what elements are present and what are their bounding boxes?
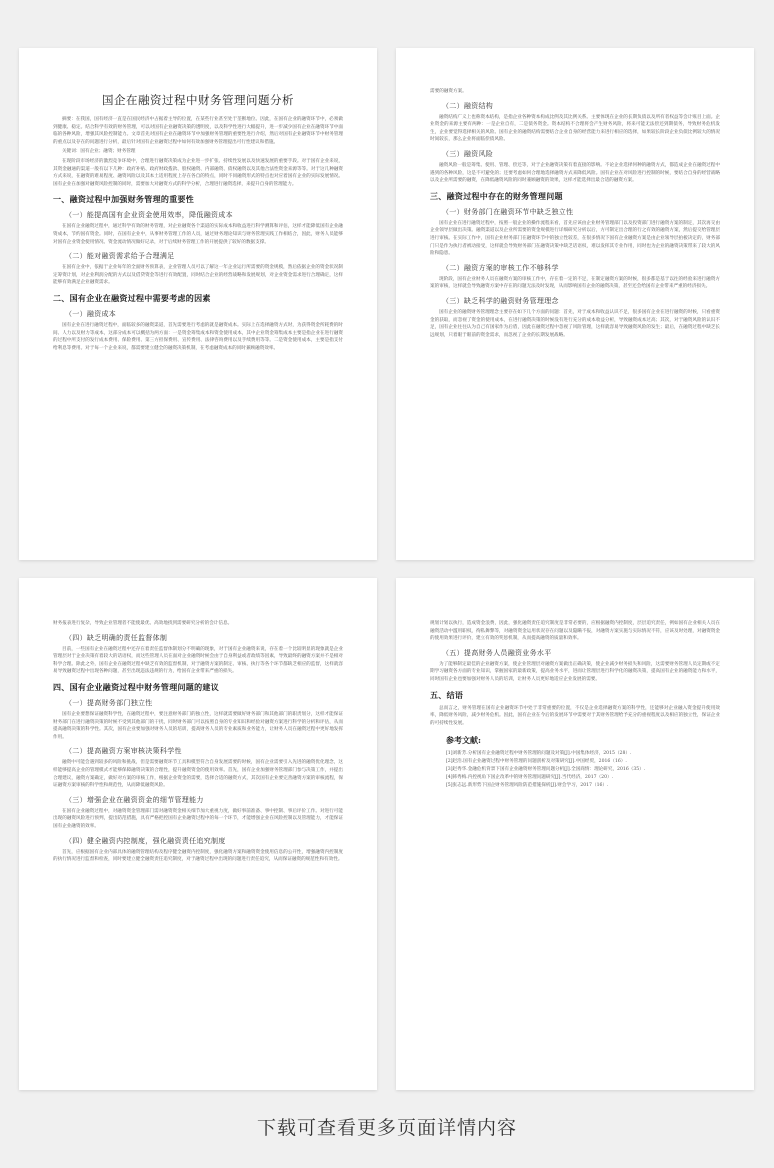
subsection-heading-4-3: （三）增强企业在融资资金的细节管理能力 bbox=[65, 795, 204, 804]
keywords: 关键词：国有企业；融资；财务管理 bbox=[62, 149, 136, 155]
section-heading-3: 三、融资过程中存在的财务管理问题 bbox=[430, 190, 563, 201]
paragraph-4-3: 在国有企业融资过程中，对融资资金管理部门需对融资资金相关细节加大重视力度，做好事前准备、事中控制、事后评价工作。对进行可能出现的融资风险进行预判，提出防范措施，具有严格把控国有企业融资过程中的每一个环节，才能增强企业在风险控制以及管理能力，才能保证国有企业融资的效率。 bbox=[53, 808, 343, 829]
paragraph-3-2: 现阶段，国有企业财务人员在融资方案的审核工作中，存在着一定的不足，在制定融资方案的时候，很多都是基于以往的经验来进行融资方案的审核，这样就会导致融资方案中存在的问题无法及时发现，从而影响国有企业的融资决策，甚至还会给国有企业带来严重的经济损失。 bbox=[430, 276, 720, 290]
paragraph-3-1: 国有企业在进行融资过程中，按照一般企业的操作流程来看，首先应该由企业财务管理部门以及投资部门进行融资方案的制定，其次再交由企业领导层做出决策。融资渠道以及企业所需要的资金规模进行详细研究分析以后，方可制定出合理的行之有效的融资方案，然后提交给管理层进行审核。在实际工作中，国有企业财务部门在融资环节中的独立性较差，在很多情况下国有企业融资方案是由企业领导层拍板决定的，财务部门只是作为执行者被动接受，这样就会导致财务部门在融资决策中缺乏话语权，难以发挥其专业作用，同时也为企业的融资决策带来了较大的风险和隐患。 bbox=[430, 220, 720, 257]
paragraph-1-1: 在国有企业融资过程中，通过科学有效的财务管理，对企业融资各个渠道的实际成本和收益进行科学测算和评估，这样才能降低国有企业融资成本，节约国有资金。同时，在国有企业中，从事财务管理工作的人员，通过财务理论知识与财务管理实践工作相结合，因此，财务人员能够对国有企业资金使用情况、资金流动情况做好记录，对于后续财务管理工作的开展提供了较好的数据支撑。 bbox=[53, 224, 343, 245]
subsection-heading-3-2: （二）融资方案的审核工作不够科学 bbox=[442, 263, 559, 272]
subsection-heading-2-3: （三）融资风险 bbox=[442, 149, 494, 158]
subsection-heading-4-4: （四）健全融资内控制度，强化融资责任追究制度 bbox=[65, 836, 226, 845]
reference-item: [5]张志远.新形势下国企财务管理风险防范措施探析[J].财会学习，2017（16）. bbox=[446, 783, 609, 789]
continued-text: 规划计划以执行，造成资金浪费，因此，强化融资责任追究制度是非常必要的，应根据融资内控制度，层层追究责任，例如国有企业相关人员在融资活动中滥用职权，徇私舞弊等，对融资资金运用状况存在问题以及隐瞒不报，对融资方案实施与实际情况不符，应该及时处理，对融资资金的使用效果进行评价，建立有效的奖惩机制，从而提高融资的质量和效率。 bbox=[430, 621, 720, 642]
paragraph-4-2: 融资中可能会遇到较多的风险和挑战，但是需要融资环节工具和模型符合自身发展需要的时候，国有企业需要引入先进的融资优化理念，这样能够提高企业的管理模式才能够保障融资决策的合理性，提升融资资金的使用效率。首先，国有企业加强财务管理部门参与决策工作，并提出合理建议，融资方案确定，做好对方案的审核工作，根据企业资金的需要，选择合适的融资方式，其次国有企业要完善融资方案的审核流程，保证融资方案审核的科学性和规范性，从而降低融资风险。 bbox=[53, 760, 343, 789]
continued-text: 财务报表进行复杂，导致企业管理者不能使最优、高效地找到需要研究分析的会计信息。 bbox=[53, 621, 233, 626]
document-page-2 bbox=[396, 48, 754, 560]
subsection-heading-4-5: （五）提高财务人员融资业务水平 bbox=[442, 648, 552, 657]
section-heading-5: 五、结语 bbox=[430, 689, 464, 700]
paragraph-1-2: 在国有企业中，依据于企业每年的全面财务预算表，企业管理人员可以了解这一年企业运行所需要的资金规模，然后依据企业的资金状况制定筹资计划，对企业利润分配的方式以及借贷资金等进行有效配置，同时结合企业的经营战略和发展规划，对企业资金需求进行合理确定，这样能够有效满足企业融资需求。 bbox=[53, 265, 343, 286]
subsection-heading-3-3: （三）缺乏科学的融资财务管理理念 bbox=[442, 296, 559, 305]
reference-item: [2]赵浩.国有企业融资过程中财务管理的问题剖析及对策研究[J].中国经贸，2016（16）. bbox=[446, 759, 627, 765]
subsection-heading-2-2: （二）融资结构 bbox=[442, 101, 494, 110]
subsection-heading-3-1: （一）财务部门在融资环节中缺乏独立性 bbox=[442, 207, 574, 216]
continued-text: 需要的融资方案。 bbox=[430, 89, 467, 94]
intro-paragraph: 在现阶段市场经济的激烈竞争环境中，合理进行融资决策成为企业进一步扩张、持续性发展以及快速发展的重要手段。对于国有企业来说，其资金融通的渠道一般有以下几种：政府补贴、政府财政拨款、股权融资、内部融资、债权融资以及其他合法性资金来源等等。对于这几种融资方式来说，在融资的难易程度、融资风险以及其本土适用程度上存在各自的特点，同时不同融资形式的特点也对应着国有企业的实际发展情况。国有企业在加强对融资风险控制的同时，需要加大对融资方式的科学分析，合理进行融资选择，来提升自身的管理能力。 bbox=[53, 158, 343, 187]
paragraph-4-1: 国有企业要想保证融资科学性，在融资过程中，要注意财务部门的独立性，这样就需要做好财务部门和其他部门的职责划分，这样才能保证财务部门在进行融资决策的时候不受到其他部门的干扰，同时财务部门可以按照自身的专业知识和经验对融资方案进行科学的分析和评估，从而提高融资决策的科学性。其次，国有企业要加强对财务人员的培训，提高财务人员的专业素质和业务能力，让财务人员在融资过程中更好地发挥作用。 bbox=[53, 711, 343, 740]
paragraph-2-2: 融资结构广义上也称资本结构，是指企业各种资本构成比例及其比例关系。主要体现在企业的长期负债以及所有者权益等会计账目上面。企业资金的来源主要有两种：一是企业自有，二是债务资金。资本结构不合理将会产生财务风险，将来可能无法偿还到期债务，导致财务危机发生，企业要觉得选择相关的风险。国有企业的融资结构需要结合企业自身的经营能力来进行相应的选择，如果较长阶段企业负债比例较大的情况时间较长，那么企业将面临偿债风险。 bbox=[430, 114, 720, 143]
document-page-3 bbox=[19, 578, 377, 1090]
reference-item: [1]刘新芳.分析国有企业融资过程中财务管理的问题及对策[J].中国集体经济，2015（28）. bbox=[446, 751, 632, 757]
section-heading-2: 二、国有企业在融资过程中需要考虑的因素 bbox=[53, 292, 211, 303]
document-title: 国企在融资过程中财务管理问题分析 bbox=[102, 93, 294, 107]
subsection-heading-4-2: （二）提高融资方案审核决策科学性 bbox=[65, 747, 182, 756]
subsection-heading-2-1: （一）融资成本 bbox=[65, 309, 117, 318]
paragraph-2-1: 国有企业在进行融资过程中，面临较多的融资渠道，首先需要进行考虑的就是融资成本。实际上在选择融资方式时，为获得资金所耗费的时间、人力以及财力等成本，这部分成本可以概括为两方面：一是资金筹集成本和资金使用成本，其中企业资金筹集成本主要是指企业在进行融资的过程中所支付的发行成本费用、保险费用、第三方担保费用、宣传费用、法律咨询费用以及手续费用等等。二是资金使用成本，主要是指支付给利息等费用。对于每一个企业来说，都需要建立健全的融资决策机制，在考虑融资成本的同时兼顾融资效率。 bbox=[53, 322, 343, 351]
conclusion-paragraph: 总而言之，财务管理在国有企业融资环节中处于非常重要的位置，不仅是企业选择融资方案的科学性，还能够对企业融入资金提升使用效率，降低财务风险，减少财务危机。因此，国有企业在今后的发展环节中需要对于其财务管理给予充分的重视程度以及相应的独立性，保证企业的可持续性发展。 bbox=[430, 705, 720, 726]
document-page-4 bbox=[396, 578, 754, 1090]
abstract: 摘要：在我国，国有经济一直是在国民经济中占据着主导的位置，在某些行业甚至处于垄断地位。因此，在国有企业的融资环节中，必须做到健康、稳定。结合科学有效的财务管理，可以对国有企业融资决策的透明度，以及科学性进行大幅提升，进一步减少国有企业在融资环节中面临的各种风险，增强其风险控制能力。文章首先对国有企业在融资环节中加强财务管理的重要性进行介绍，然后对国有企业融资环节中财务管理的重点以及存在的问题进行分析，最后针对国有企业融资过程中如何有效加强财务管理提出可行性建议和措施。 bbox=[53, 117, 343, 145]
reference-item: [4]韩秀梅.内控视角下国企改革中的财务管理问题研究[J].当代经济，2017（20）. bbox=[446, 775, 614, 781]
subsection-heading-1-2: （二）能对融资需求给予合理满足 bbox=[65, 252, 175, 261]
paragraph-4-4: 首先，应根据国有企业内部具体的融资管理结构及程序健全融资内控制度，强化融资方案和融资资金使用信息的公开性，增强融资内控制度的执行情况进行监督和检查，同时要建立健全融资责任追究制度，对于融资过程中出现的问题进行责任追究，从而保证融资的规范性和有效性。 bbox=[53, 849, 343, 863]
download-more-link[interactable]: 下载可查看更多页面详情内容 bbox=[256, 1117, 517, 1139]
paragraph-4-5: 为了能够制定最佳的企业融资方案，使企业管理层对融资方案做出正确决策，使企业减少财务损失和风险，这需要财务管理人员定期或不定期学习融资各方面的专业知识，掌握国家的最新政策，提高业务水平，进而让管理层进行科学化的融资决策，提高国有企业的融资能力和水平，同时国有企业也要加强对财务人员的培训，让财务人员更好地适应企业发展的需要。 bbox=[430, 661, 720, 682]
document-page-1 bbox=[19, 48, 377, 560]
subsection-heading-1-1: （一）能提高国有企业资金使用效率，降低融资成本 bbox=[65, 211, 233, 220]
paragraph-2-3: 融资风险一般是筹集、使用、管理、偿还等，对于企业融资决策有着直接的影响。不论企业选择何种的融资方式，都造成企业在融资过程中遇到的各种风险，这是不可避免的；还要考虑如何合理地选择融资方式来降低风险。国有企业在对风险进行控制的时候，要结合自身的经营战略以及企业所需要的融资，在降低融资风险的同时兼顾融资的效果，这样才能选择出最合适的融资方案。 bbox=[430, 162, 720, 184]
subsection-heading-4-1: （一）提高财务部门独立性 bbox=[65, 698, 153, 707]
section-heading-4: 四、国有企业融资过程中财务管理问题的建议 bbox=[53, 681, 219, 692]
paragraph-3-4: 目前，一些国有企业在融资过程中还存在着责任监督体制划分不明确的现象，对于国有企业融资来说，存在着一个比较明显的现象就是企业管理层对于企业决策有着较大的话语权，而这些管理人员在面对企业融资时候会由于自身利益或者政绩等因素，导致最终的融资方案并不是相对科学合理。除此之外，国有企业在融资过程中缺乏有效的监督机制，对于融资方案的制定、审核、执行等各个环节都缺乏相应的监督，这样就容易导致融资过程中出现各种问题，甚至出现违法违规的行为，给国有企业带来严重的损失。 bbox=[53, 646, 343, 675]
section-heading-1: 一、融资过程中加强财务管理的重要性 bbox=[53, 194, 195, 205]
reference-item: [3]赵秀华.金融危机背景下国有企业融资财务管理问题分析[J].全国商情：理论研究，2016（35）. bbox=[446, 767, 646, 773]
references-title: 参考文献: bbox=[446, 735, 481, 746]
subsection-heading-3-4: （四）缺乏明确的责任监督体制 bbox=[65, 633, 168, 642]
paragraph-3-3: 国有企业的融资财务管理理念主要存在如下几个方面的问题：首先，对于成本和收益认识不足，很多国有企业在进行融资的时候，只看重资金的获取，而忽视了资金的使用成本，在进行融资决策的时候没有进行充分的成本收益分析，导致融资成本过高；其次，对于融资风险的认识不足，国有企业往往认为自己有国家作为后盾，因此在融资过程中忽视了风险管理，这样就容易导致融资风险的发生；最后，在融资过程中缺乏长远规划，只着眼于眼前的资金需求，而忽视了企业的长期发展战略。 bbox=[430, 309, 720, 338]
